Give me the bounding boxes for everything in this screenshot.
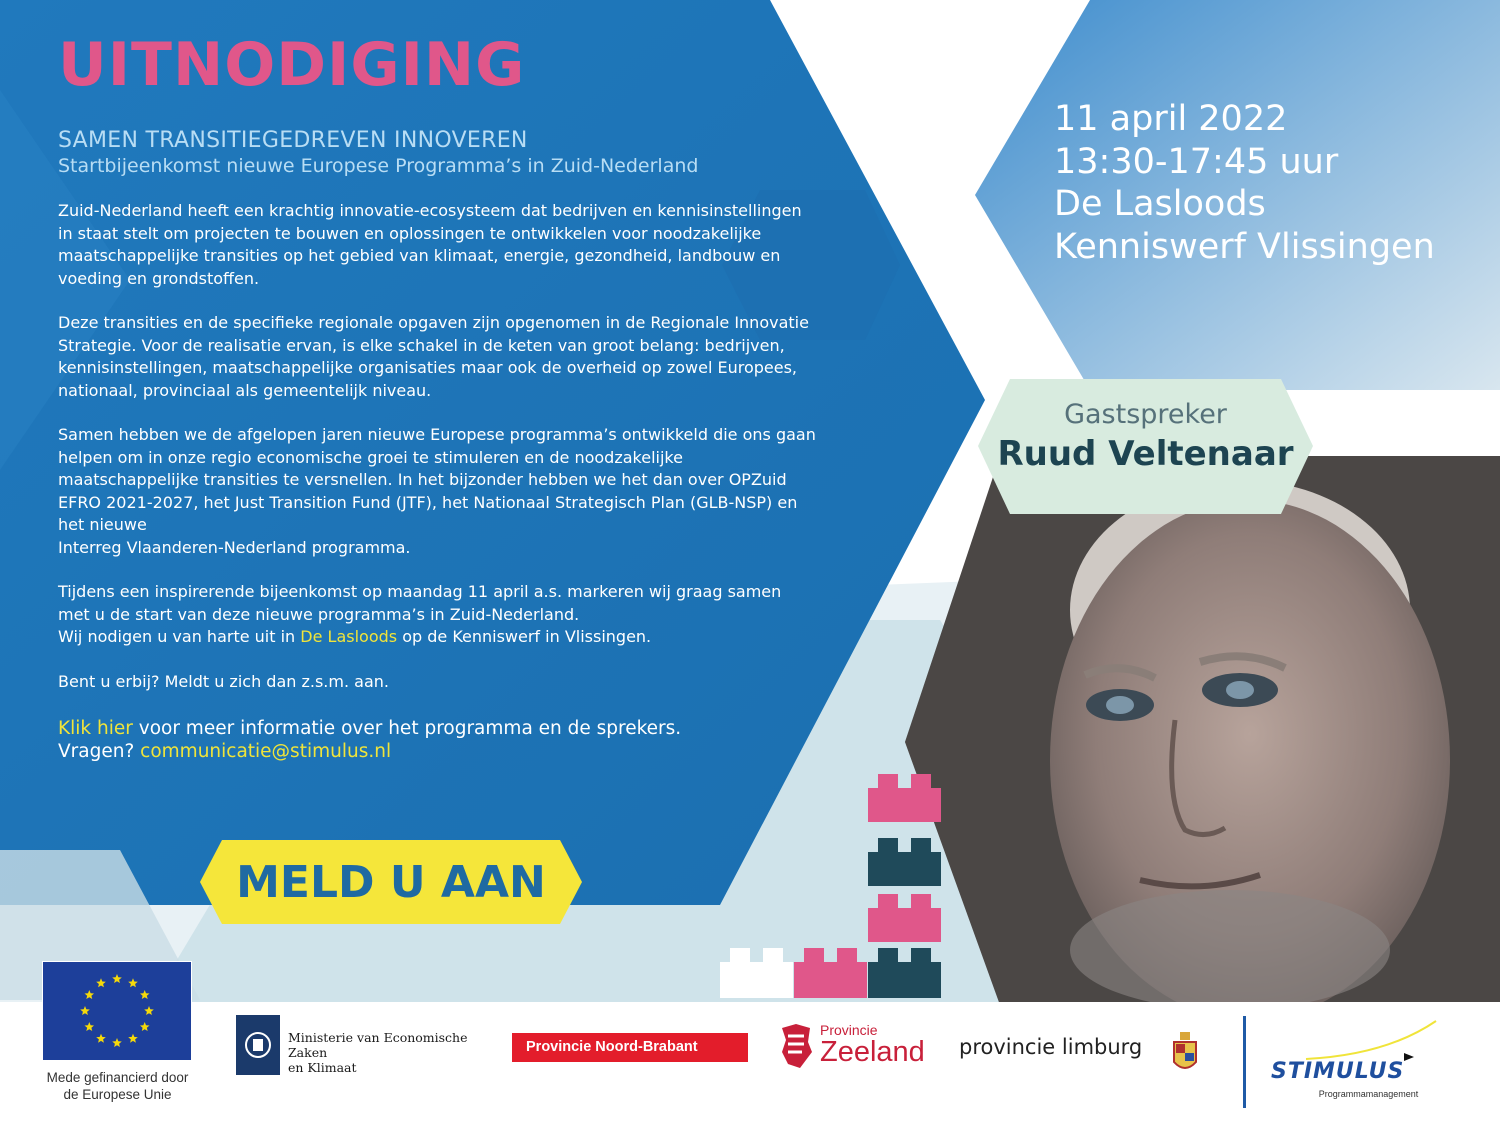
limburg-logo: provincie limburg (959, 1035, 1143, 1059)
event-venue: De Lasloods (1054, 184, 1266, 224)
paragraph-4 (58, 581, 818, 649)
more-info-link[interactable]: Klik hier (58, 718, 133, 739)
event-place: Kenniswerf Vlissingen (1054, 226, 1435, 267)
event-time: 13:30-17:45 uur (1054, 141, 1339, 182)
event-details (1054, 98, 1435, 268)
speaker-name: Ruud Veltenaar (997, 434, 1294, 474)
stimulus-wordmark: STIMULUS (1271, 1059, 1405, 1084)
brick-pink-top (868, 774, 941, 822)
email-link[interactable]: communicatie@stimulus.nl (140, 741, 392, 762)
speaker-role: Gastspreker (1064, 399, 1227, 430)
brick-white-bottom (720, 948, 793, 998)
more-info-text: voor meer informatie over het programma en de sprekers. (132, 718, 682, 739)
ministry-name (288, 1030, 508, 1075)
zeeland-logo (778, 1022, 943, 1072)
paragraph-5: Bent u erbij? Meldt u zich dan z.s.m. aan. (58, 671, 389, 691)
paragraph-3 (58, 424, 818, 559)
stimulus-tagline: Programmamanagement (1318, 1089, 1419, 1099)
zeeland-prefix: Provincie (820, 1022, 878, 1038)
paragraph-3-end: Interreg Vlaanderen-Nederland programma. (58, 537, 411, 557)
speaker-card (978, 379, 1313, 514)
brick-pink-bottom (794, 948, 867, 998)
event-subtitle: SAMEN TRANSITIEGEDREVEN INNOVEREN (58, 128, 528, 153)
brick-teal-bottom (868, 948, 941, 998)
noord-brabant-logo: Provincie Noord-Brabant (512, 1033, 748, 1062)
paragraph-1: Zuid-Nederland heeft een krachtig innovatie-ecosysteem dat bedrijven en kennisinstellingen in staat stelt om projecten te bouwen en oplossingen te ontwikkelen voor noodzakelijke maatschappelijke transities op het gebied van klimaat, energie, gezondheid, landbouw en voeding en grondstoffen. (58, 201, 802, 288)
event-tagline: Startbijeenkomst nieuwe Europese Programma’s in Zuid-Nederland (58, 155, 699, 177)
eu-flag-icon (42, 961, 192, 1061)
brick-pink-3 (868, 894, 941, 942)
paragraph-3-main: Samen hebben we de afgelopen jaren nieuwe Europese programma’s ontwikkeld die ons gaan helpen om in onze regio economische groei te stimuleren en de noodzakelijke maatschappelijke transities te versnellen. In het bijzonder hebben we het dan over OPZuid EFRO 2021-2027, het Just Transition Fund (JTF), het Nationaal Strategisch Plan (GLB-NSP) en het nieuwe (58, 425, 816, 534)
venue-link[interactable]: De Lasloods (300, 627, 398, 646)
register-button[interactable] (200, 840, 582, 924)
paragraph-4-post: op de Kenniswerf in Vlissingen. (397, 627, 652, 646)
limburg-crest-icon (1172, 1032, 1198, 1074)
register-button-label: MELD U AAN (236, 856, 546, 908)
page-title: UITNODIGING (58, 30, 526, 100)
zeeland-name: Zeeland (820, 1036, 925, 1068)
invitation-body (58, 200, 818, 715)
stimulus-swoosh-icon (1266, 1015, 1471, 1065)
eu-caption-line-1: Mede gefinancierd door (46, 1070, 189, 1085)
ministry-crest-icon (236, 1015, 280, 1075)
stimulus-logo (1266, 1015, 1471, 1105)
ministry-name-line-1: Ministerie van Economische Zaken (288, 1030, 468, 1060)
eu-caption (20, 1069, 215, 1103)
ministry-ezk-logo (236, 1015, 506, 1075)
ministry-name-line-2: en Klimaat (288, 1060, 357, 1075)
paragraph-4-pre: Wij nodigen u van harte uit in (58, 627, 301, 646)
event-date: 11 april 2022 (1054, 99, 1288, 139)
eu-caption-line-2: de Europese Unie (63, 1087, 172, 1102)
zeeland-lion-icon (778, 1022, 814, 1070)
paragraph-2: Deze transities en de specifieke regionale opgaven zijn opgenomen in de Regionale Innovatie Strategie. Voor de realisatie ervan, is elke schakel in de keten van groot belang: bedrijven, kennisinstellingen, maatschappelijke organisaties maar ook de overheid op zowel Europees, nationaal, provinciaal als gemeentelijk niveau. (58, 313, 809, 400)
contact-info (58, 717, 818, 763)
footer-divider (1243, 1016, 1246, 1108)
question-label: Vragen? (58, 741, 141, 762)
paragraph-4-main: Tijdens een inspirerende bijeenkomst op maandag 11 april a.s. markeren wij graag samen met u de start van deze nieuwe programma’s in Zuid-Nederland. (58, 582, 782, 624)
brick-teal-2 (868, 838, 941, 886)
